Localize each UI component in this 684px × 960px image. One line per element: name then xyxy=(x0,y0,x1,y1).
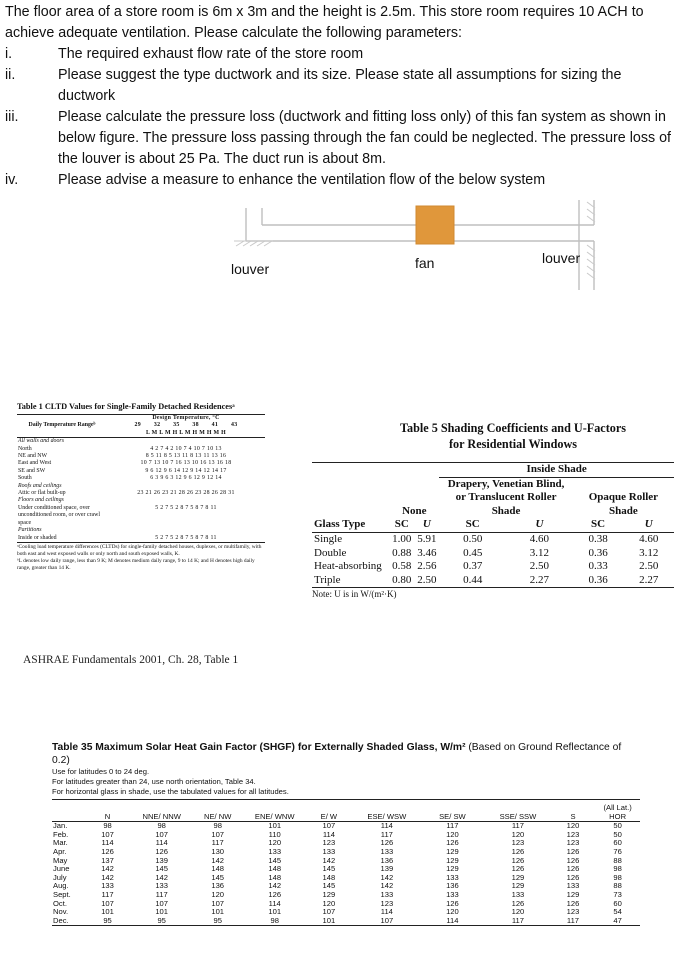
table-row: Inside or shaded 5 2 7 5 2 8 7 5 8 7 8 11 xyxy=(17,535,265,543)
table35-grid xyxy=(52,799,640,926)
table1-grid xyxy=(17,414,265,543)
table-row: June 142 145 148 148 145 139 129 126 126 98 xyxy=(53,864,622,874)
table35-header-row: N NNE/ NNW NE/ NW ENE/ WNW E/ W ESE/ WSW SE/ SW SSE/ SSW S (All Lat.) HOR xyxy=(52,800,640,822)
question-intro: The floor area of a store room is 6m x 3m and the height is 2.5m. This store room requires 10 ACH to achieve adequate ventilation. Please calculate the following parameters: xyxy=(5,4,644,41)
table1-footnote-a: ᵃCooling load temperature differences (CLTDs) for single-family detached houses, duplexes, or multifamily, with both east and west exposed walls or only north and south exposed walls, K. xyxy=(17,543,262,557)
table-row: Jan. 98 98 98 101 107 114 117 117 120 50 xyxy=(53,821,622,831)
table1-section: All walls and doors xyxy=(18,438,64,445)
louver-right-label: louver xyxy=(542,250,581,266)
table-row: Triple 0.80 2.50 0.44 2.27 0.36 2.27 xyxy=(312,574,674,588)
table-row: SE and SW 9 6 12 9 6 14 12 9 14 12 14 17 xyxy=(18,467,227,474)
question-item: i. The required exhaust flow rate of the store room xyxy=(5,46,364,62)
fan-label: fan xyxy=(415,255,435,271)
table-row: East and West 10 7 13 10 7 16 13 10 16 13 16 18 xyxy=(18,460,232,467)
question-item: iii. Please calculate the pressure loss (ductwork and fitting loss only) of this fan system as shown in below figure. The pressure loss passing through the fan could be neglected. The pressure loss of the louver is about 25 Pa. The duct run is about 8m. xyxy=(5,109,672,167)
table1-section: Roofs and ceilings xyxy=(18,482,62,489)
table-row: Dec. 95 95 95 98 101 107 114 117 117 47 xyxy=(52,917,640,926)
shading-coefficients-table xyxy=(312,420,674,599)
question-item: iv. Please advise a measure to enhance the ventilation flow of the below system xyxy=(5,172,546,188)
table5-inside-shade: Inside Shade xyxy=(439,463,674,478)
table5-note: Note: U is in W/(m²·K) xyxy=(312,589,397,600)
table5-caption: Table 5 Shading Coefficients and U-Factors for Residential Windows xyxy=(399,421,627,451)
louver-left-label: louver xyxy=(231,261,270,277)
table1-design-temp: Design Temperature, °C xyxy=(152,415,220,421)
table1-row-header: Daily Temperature Rangeᵇ xyxy=(28,422,96,429)
table-row: North 4 2 7 4 2 10 7 4 10 7 10 13 xyxy=(18,445,222,452)
table-row: July 142 142 145 148 148 142 133 129 126 98 xyxy=(53,872,622,882)
table-row: NE and NW 8 5 11 8 5 13 11 8 13 11 13 16 xyxy=(18,453,227,460)
table-row: Single 1.00 5.91 0.50 4.60 0.38 4.60 xyxy=(314,532,659,545)
table35-caption: Table 35 Maximum Solar Heat Gain Factor (SHGF) for Externally Shaded Glass, W/m² (Based on Ground Reflectance of 0.2) xyxy=(52,742,622,766)
table-row: Feb. 107 107 107 110 114 117 120 120 123 50 xyxy=(53,829,622,839)
table-row: May 137 139 142 145 142 136 129 126 126 88 xyxy=(53,855,622,865)
table1-caption: Table 1 CLTD Values for Single-Family Detached Residencesᵃ xyxy=(17,402,235,411)
table1-footnote-b: ᵇL denotes low daily range, less than 9 K; M denotes medium daily range, 9 to 14 K; and H denotes high daily range, greater than 14 K. xyxy=(17,558,255,571)
table1-section: Partitions xyxy=(18,527,42,534)
table1-temps: 29 32 35 38 41 43 xyxy=(134,422,238,429)
table-row: Heat-absorbing 0.58 2.56 0.37 2.50 0.33 2.50 xyxy=(314,560,659,573)
table-row: South 6 3 9 6 3 12 9 6 12 9 12 14 xyxy=(18,475,222,482)
table-row: Under conditioned space, over unconditioned room, or over crawl space 5 2 7 5 2 8 7 5 8 7 8 11 xyxy=(18,504,217,526)
table-row: Double 0.88 3.46 0.45 3.12 0.36 3.12 xyxy=(314,546,659,559)
fan-box xyxy=(416,206,454,244)
table-row: Sept. 117 117 120 126 129 133 133 133 129 73 xyxy=(53,889,622,899)
duct-system-figure xyxy=(0,200,684,290)
source-citation: ASHRAE Fundamentals 2001, Ch. 28, Table 1 xyxy=(23,654,239,666)
table-row: Attic or flat built-up 23 21 26 23 21 28 26 23 28 26 28 31 xyxy=(18,490,235,497)
table-row: Apr. 126 126 130 133 133 133 129 126 126 76 xyxy=(53,846,622,856)
table1-section: Floors and ceilings xyxy=(18,497,64,504)
shgf-table: Table 35 Maximum Solar Heat Gain Factor (SHGF) for Externally Shaded Glass, W/m² (Based on Ground Reflectance of 0.2) Use for latitudes 0 to 24 deg. For latitudes greater than 24, use north orientation, Table 34. For horizontal glass in shade, use the tabulated values for all latitudes. N NNE/ NNW NE/ NW ENE/ WNW E/ W ESE/ WSW SE/ SW SSE/ SSW S (All Lat.) HOR Jan. 98 98 98 101 107 114 117 117 120 50 Feb. 107 107 107 110 114 117 120 120 123 50 Mar. 114 114 117 120 123 126 126 123 123 60 Apr. 126 126 130 133 133 133 129 126 126 76 May 137 139 142 145 142 136 129 126 126 88 June 142 145 148 148 145 139 129 126 126 98 July 142 142 145 148 148 142 133 129 126 98 Aug. 133 133 136 142 145 142 136 129 133 88 Sept. 117 117 120 126 129 133 133 133 129 73 Oct. 107 107 107 114 120 123 126 126 126 60 Nov. 101 101 101 101 107 114 120 120 123 54 Dec. 95 95 95 98 101 107 114 117 117 47 xyxy=(52,741,640,926)
table-row: Mar. 114 114 117 120 123 126 126 123 123 60 xyxy=(53,838,622,848)
table1-range-codes: L M L M H L M H M H M H xyxy=(145,429,227,436)
question-item: ii. Please suggest the type ductwork and its size. Please state all assumptions for sizing the ductwork xyxy=(5,67,622,104)
duct-diagram xyxy=(0,200,684,290)
table5-grid: Inside Shade None Drapery, Venetian Blind, or Translucent Roller Shade Opaque Roller Shade Glass Type SC U SC U SC U Single 1.00 5.91 0.50 4.60 0.38 4.60 Double 0.88 3.46 0.45 3.12 0.36 3.12 Heat-absorbing 0.58 2.56 0.37 2.50 0.33 2.50 Triple 0.80 2.50 0.44 2.27 0.36 2.27 xyxy=(312,462,674,588)
table-row: Nov. 101 101 101 101 107 114 120 120 123 54 xyxy=(53,907,622,917)
question-text xyxy=(5,2,681,191)
table-row: Aug. 133 133 136 142 145 142 136 129 133 88 xyxy=(53,881,622,891)
cltd-table xyxy=(17,402,265,571)
table-row: Oct. 107 107 107 114 120 123 126 126 126 60 xyxy=(53,898,622,908)
louver-left-grille xyxy=(234,241,273,246)
